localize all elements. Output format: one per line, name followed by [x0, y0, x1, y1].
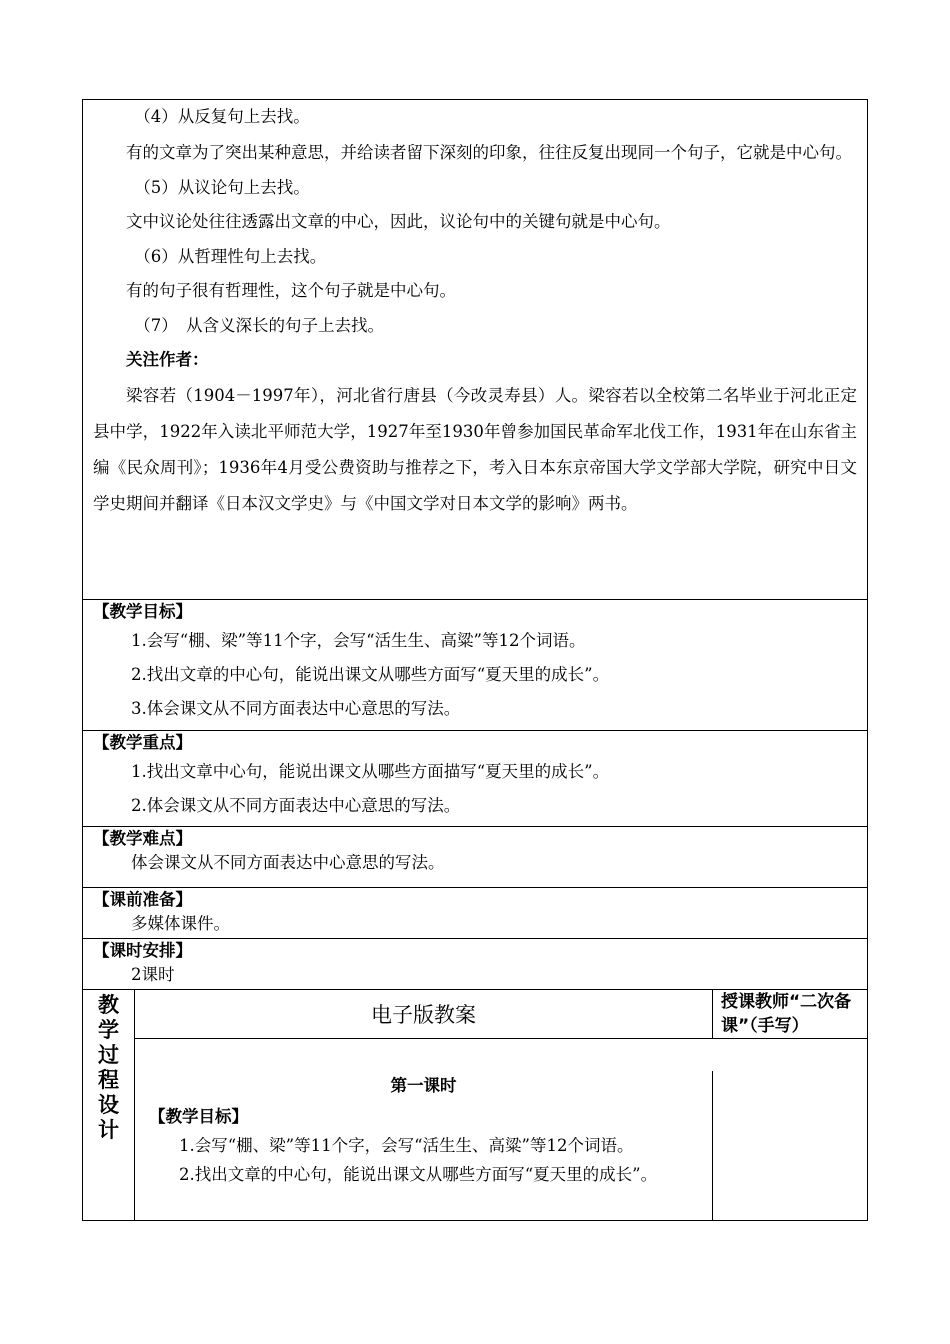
lesson-goals-heading: 【教学目标】 [149, 1106, 248, 1126]
electronic-plan-header: 电子版教案 [135, 990, 713, 1039]
electronic-plan-body [135, 1071, 713, 1221]
author-heading: 关注作者： [126, 350, 209, 369]
preparation-text: 多媒体课件。 [131, 914, 230, 933]
tip-item-5-desc: 文中议论处往往透露出文章的中心，因此，议论句中的关键句就是中心句。 [126, 212, 671, 231]
teaching-goals-section [82, 599, 868, 730]
key-point-item: 2.体会课文从不同方面表达中心意思的写法。 [131, 796, 461, 815]
key-points-heading: 【教学重点】 [93, 733, 192, 752]
teaching-goal-item: 1.会写“棚、梁”等11个字，会写“活生生、高粱”等12个词语。 [131, 631, 586, 650]
schedule-section [82, 938, 868, 989]
key-points-section [82, 730, 868, 826]
handwritten-notes-cell[interactable] [713, 1071, 867, 1221]
difficulties-heading: 【教学难点】 [93, 829, 192, 848]
teaching-process-table [82, 989, 868, 1221]
tip-item-6: （6）从哲理性句上去找。 [134, 246, 327, 266]
teaching-goal-item: 2.找出文章的中心句，能说出课文从哪些方面写“夏天里的成长”。 [131, 665, 610, 684]
second-prep-header: 授课教师“二次备课”（手写） [713, 990, 867, 1039]
process-side-label: 教 学 过 程 设 计 [83, 990, 135, 1220]
key-point-item: 1.找出文章中心句，能说出课文从哪些方面描写“夏天里的成长”。 [131, 762, 610, 781]
tip-item-4: （4）从反复句上去找。 [134, 107, 310, 126]
difficulties-text: 体会课文从不同方面表达中心意思的写法。 [131, 853, 445, 872]
author-bio: 梁容若（1904－1997年），河北省行唐县（今改灵寿县）人。梁容若以全校第二名毕业于河北正定县中学，1922年入读北平师范大学，1927年至1930年曾参加国民革命军北伐工作，1931年在山东省主编《民众周刊》；1936年4月受公费资助与推荐之下，考入日本东京帝国大学文学部大学院，研究中日文学史期间并翻译《日本汉文学史》与《中国文学对日本文学的影响》两书。 [93, 385, 857, 513]
lesson-title: 第一课时 [390, 1075, 457, 1095]
tip-item-5: （5）从议论句上去找。 [134, 177, 310, 197]
schedule-text: 2课时 [131, 965, 175, 984]
tip-item-4-desc: 有的文章为了突出某种意思，并给读者留下深刻的印象，往往反复出现同一个句子，它就是中心句。 [126, 142, 852, 162]
lesson-goal-item: 1.会写“棚、梁”等11个字，会写“活生生、高粱”等12个词语。 [179, 1135, 634, 1155]
difficulties-section [82, 826, 868, 887]
reading-tips-section [82, 99, 868, 599]
tip-item-6-desc: 有的句子很有哲理性，这个句子就是中心句。 [126, 281, 456, 300]
teaching-goal-item: 3.体会课文从不同方面表达中心意思的写法。 [131, 699, 461, 718]
tip-item-7: （7） 从含义深长的句子上去找。 [134, 315, 384, 335]
preparation-heading: 【课前准备】 [93, 890, 192, 909]
teaching-goals-heading: 【教学目标】 [93, 602, 192, 621]
lesson-goal-item: 2.找出文章的中心句，能说出课文从哪些方面写“夏天里的成长”。 [179, 1164, 658, 1184]
preparation-section [82, 887, 868, 938]
lesson-plan-page [82, 99, 868, 1221]
schedule-heading: 【课时安排】 [93, 941, 192, 960]
